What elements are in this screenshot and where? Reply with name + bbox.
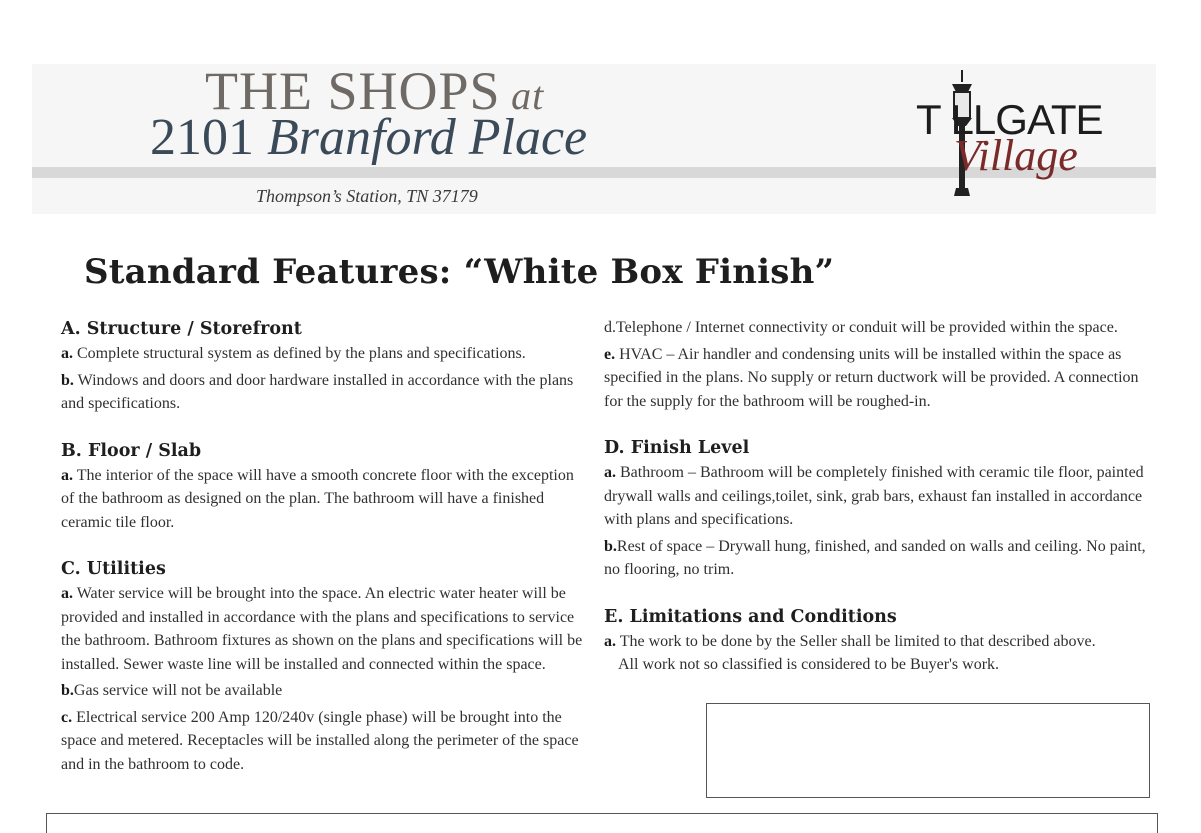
shops-logo-place: [150, 108, 587, 167]
item-text: HVAC – Air handler and condensing units will be installed within the space as specified in the plans. No supply or return ductwork will be provided. A connection for the supply for the bathroom will be roughed-in.: [604, 345, 1139, 410]
address: Thompson’s Station, TN 37179: [256, 186, 478, 206]
section-a-item-b: [61, 369, 586, 416]
shops-at-text: at: [511, 73, 545, 118]
utilities-item-d: [604, 316, 1149, 340]
item-text: Water service will be brought into the space. An electric water heater will be provided and installed in accordance with the plans and specifications to service the bathroom. Bathroom fixtures as shown on the plans and specifications will be installed. Sewer waste line will be installed and connected within the space.: [61, 585, 583, 673]
section-a-item-a: [61, 342, 586, 366]
item-marker: d.: [604, 319, 616, 336]
item-marker: c.: [61, 708, 73, 726]
section-e-heading: E. Limitations and Conditions: [604, 606, 897, 627]
section-b-item-a: [61, 464, 586, 535]
shops-title-text: THE SHOPS: [205, 61, 501, 121]
tollgate-word: T LLGATE: [916, 96, 1103, 143]
section-e-item-a: [604, 630, 1149, 654]
section-b-heading: B. Floor / Slab: [61, 440, 202, 461]
section-d-heading: D. Finish Level: [604, 438, 750, 458]
section-c-item-b: [61, 679, 586, 703]
item-text: Gas service will not be available: [73, 682, 283, 699]
item-marker: a.: [61, 585, 73, 602]
section-e-item-a-continued: All work not so classified is considered to be Buyer's work.: [618, 656, 1000, 673]
section-c-item-c: [61, 706, 586, 777]
page-title: Standard Features: “White Box Finish”: [84, 252, 835, 292]
utilities-item-e: [604, 343, 1149, 414]
right-column: [604, 316, 1149, 680]
item-text: Complete structural system as defined by the plans and specifications.: [77, 345, 526, 362]
item-marker: b.: [604, 537, 617, 555]
tollgate-village-logo: [910, 68, 1120, 203]
empty-notes-box: [706, 703, 1150, 798]
village-word: Village: [954, 131, 1078, 180]
item-text: Bathroom – Bathroom will be completely finished with ceramic tile floor, painted drywall walls and ceilings,toilet, sink, grab bars, exhaust fan installed in accordance with plans and specifications.: [604, 464, 1144, 528]
item-marker: a.: [61, 345, 73, 362]
section-c-item-a: [61, 582, 586, 676]
section-d-item-b: [604, 535, 1149, 582]
item-marker: a.: [61, 466, 73, 484]
item-marker: a.: [604, 464, 616, 481]
item-marker: a.: [604, 632, 616, 650]
section-c-heading: C. Utilities: [61, 559, 166, 579]
place-name: Branford Place: [267, 109, 588, 166]
section-d-item-a: [604, 461, 1149, 532]
item-text: Electrical service 200 Amp 120/240v (single phase) will be brought into the space and metered. Receptacles will be installed along the perimeter of the space and in the bathroom to code.: [61, 708, 579, 773]
item-text: Windows and doors and door hardware installed in accordance with the plans and specifications.: [61, 371, 574, 412]
place-number: 2101: [150, 109, 254, 166]
bottom-frame-box: [46, 813, 1158, 833]
item-marker: b.: [61, 371, 74, 389]
item-marker: b.: [61, 682, 74, 699]
item-text: The interior of the space will have a smooth concrete floor with the exception of the bathroom as designed on the plan. The bathroom will have a finished ceramic tile floor.: [61, 466, 574, 531]
item-text: Telephone / Internet connectivity or conduit will be provided within the space.: [616, 319, 1118, 336]
section-a-heading: A. Structure / Storefront: [61, 319, 302, 339]
item-text: Rest of space – Drywall hung, finished, and sanded on walls and ceiling. No paint, no flooring, no trim.: [604, 537, 1146, 578]
item-text: The work to be done by the Seller shall be limited to that described above.: [619, 632, 1096, 650]
item-marker: e.: [604, 345, 616, 363]
left-column: [61, 316, 586, 779]
